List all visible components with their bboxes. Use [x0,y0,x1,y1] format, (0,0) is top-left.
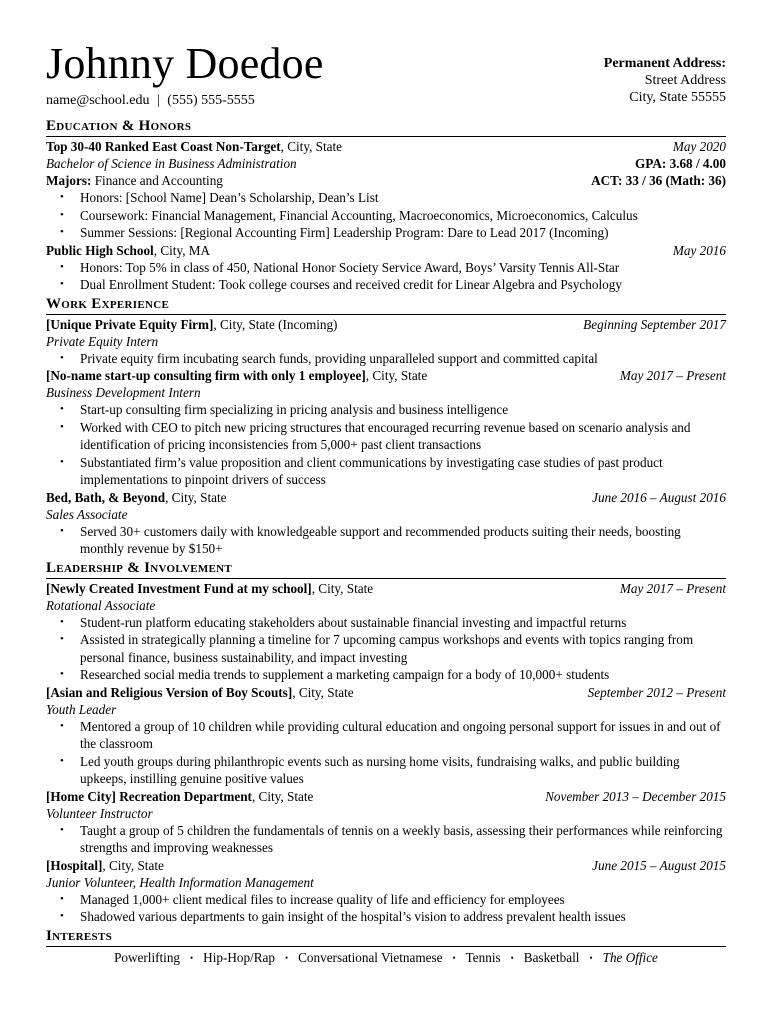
interest-item: Conversational Vietnamese [298,949,443,965]
job-org: [Unique Private Equity Firm] [46,316,214,332]
candidate-name: Johnny Doedoe [46,39,324,88]
job-location: , City, State (Incoming) [213,316,338,332]
degree-row [46,155,726,172]
role-date: September 2012 – Present [587,684,726,700]
highschool-name: Public High School [46,242,154,258]
city-state: City, State 55555 [629,90,726,105]
interests-list [46,949,726,967]
role-date: November 2013 – December 2015 [545,788,726,804]
interest-separator: • [284,952,289,963]
job-row [46,316,726,333]
highschool-location: , City, MA [153,242,211,258]
role-org: [Hospital] [46,857,103,873]
resume-page [46,40,726,967]
role-row [46,857,726,874]
interest-item: Tennis [465,949,501,965]
job-location: , City, State [365,368,428,383]
majors-row [46,172,726,189]
interest-separator: • [510,952,514,963]
college-date: May 2020 [672,139,726,154]
list-item: • Summer Sessions: [Regional Accounting Firm] Leadership Program: Dare to Lead 2017 (Incoming) [80,224,726,242]
list-item: • Taught a group of 5 children the fundamentals of tennis on a weekly basis, assessing their performances while reinforcing strengths and improving weaknesses [80,822,726,857]
college-bullets [46,189,726,242]
list-item: • Private equity firm incubating search funds, providing unparalleled support and committed capital [80,350,726,368]
majors-label: Majors: [46,173,92,188]
section-title-work: Work Experience [46,296,726,315]
job-org: [No-name start-up consulting firm with only 1 employee] [46,368,366,383]
role-bullets [46,822,726,857]
job-bullets [46,401,726,489]
list-item: • Managed 1,000+ client medical files to increase quality of life and efficiency for employees [80,891,726,909]
role-location: , City, State [292,684,354,700]
phone-number: (555) 555-5555 [167,93,255,108]
role-bullets [46,718,726,788]
list-item: • Student-run platform educating stakeholders about sustainable financial investing and impactful returns [80,614,726,632]
role-row [46,788,726,805]
list-item: • Worked with CEO to pitch new pricing structures that encouraged recurring revenue based on scenario analysis and identification of pricing inconsistencies from 5,000+ past client transactions [80,419,726,454]
role-bullets [46,891,726,926]
role-bullets [46,614,726,684]
address-label: Permanent Address: [603,56,726,71]
college-row [46,138,726,155]
act-score: ACT: 33 / 36 (Math: 36) [591,173,726,188]
list-item: • Substantiated firm’s value proposition and client communications by investigating case studies of past product implementations to pinpoint drivers of success [80,454,726,489]
role-location: , City, State [311,580,374,596]
email-link[interactable]: name@school.edu [46,93,150,108]
role-row [46,684,726,701]
job-role: Sales Associate [46,506,128,522]
job-bullets [46,350,726,368]
role-title: Rotational Associate [46,597,156,613]
contact-line [46,92,324,110]
section-title-leadership: Leadership & Involvement [46,560,726,579]
education-section [46,118,726,294]
role-title: Youth Leader [46,701,117,717]
role-location: , City, State [102,857,164,873]
majors: Finance and Accounting [91,173,223,188]
work-section [46,296,726,558]
street-address: Street Address [644,73,726,88]
interest-separator: • [190,952,194,963]
list-item: • Shadowed various departments to gain insight of the hospital’s vision to address prevalent health issues [80,908,726,926]
highschool-date: May 2016 [672,242,726,258]
job-location: , City, State [165,489,227,505]
role-org: [Newly Created Investment Fund at my school] [46,580,312,596]
role-title: Volunteer Instructor [46,805,153,821]
list-item: • Served 30+ customers daily with knowledgeable support and recommended products suiting their needs, boosting monthly revenue by $150+ [80,523,726,558]
role-date: June 2015 – August 2015 [592,857,726,873]
role-org: [Asian and Religious Version of Boy Scouts] [46,684,293,700]
role-title: Junior Volunteer, Health Information Management [46,874,314,890]
header-left [46,40,324,110]
job-role: Business Development Intern [46,385,201,400]
interest-item: Basketball [523,949,580,965]
job-role: Private Equity Intern [46,333,159,349]
job-row [46,489,726,506]
degree: Bachelor of Science in Business Administration [46,156,297,171]
list-item: • Led youth groups during philanthropic events such as nursing home visits, fundraising walks, and public building upkeeps, instilling genuine positive values [80,753,726,788]
leadership-section [46,560,726,926]
interest-item: Powerlifting [114,949,181,965]
interest-separator: • [589,952,593,963]
list-item: • Researched social media trends to supplement a marketing campaign for a body of 10,000+ students [80,666,726,684]
list-item: • Dual Enrollment Student: Took college courses and received credit for Linear Algebra and Psychology [80,276,726,294]
job-bullets [46,523,726,558]
role-org: [Home City] Recreation Department [46,788,252,804]
college-name: Top 30-40 Ranked East Coast Non-Target [46,139,281,154]
job-row [46,367,726,384]
highschool-bullets [46,259,726,294]
section-title-interests: Interests [46,928,726,947]
interests-section [46,928,726,967]
section-title-education: Education & Honors [46,118,726,137]
role-date: May 2017 – Present [619,580,726,596]
job-date: Beginning September 2017 [583,316,726,332]
contact-divider: | [156,93,160,108]
role-location: , City, State [251,788,314,804]
job-org: Bed, Bath, & Beyond [46,489,166,505]
job-date: May 2017 – Present [619,368,726,383]
interest-separator: • [452,952,456,963]
college-location: , City, State [280,139,343,154]
permanent-address [604,55,726,106]
list-item: • Coursework: Financial Management, Financial Accounting, Macroeconomics, Microeconomics, Calculus [80,207,726,225]
role-row [46,580,726,597]
resume-header [46,40,726,110]
list-item: • Honors: [School Name] Dean’s Scholarship, Dean’s List [80,189,726,207]
interest-item: The Office [602,949,658,965]
highschool-row [46,242,726,259]
list-item: • Mentored a group of 10 children while providing cultural education and ongoing personal support for issues in and out of the classroom [80,718,726,753]
list-item: • Start-up consulting firm specializing in pricing analysis and business intelligence [80,401,726,419]
list-item: • Honors: Top 5% in class of 450, National Honor Society Service Award, Boys’ Varsity Tennis All-Star [80,259,726,277]
job-date: June 2016 – August 2016 [592,489,726,505]
gpa: GPA: 3.68 / 4.00 [635,156,726,171]
list-item: • Assisted in strategically planning a timeline for 7 upcoming campus workshops and events with topics ranging from personal finance, business sustainability, and impact investing [80,631,726,666]
interest-item: Hip-Hop/Rap [203,949,275,965]
